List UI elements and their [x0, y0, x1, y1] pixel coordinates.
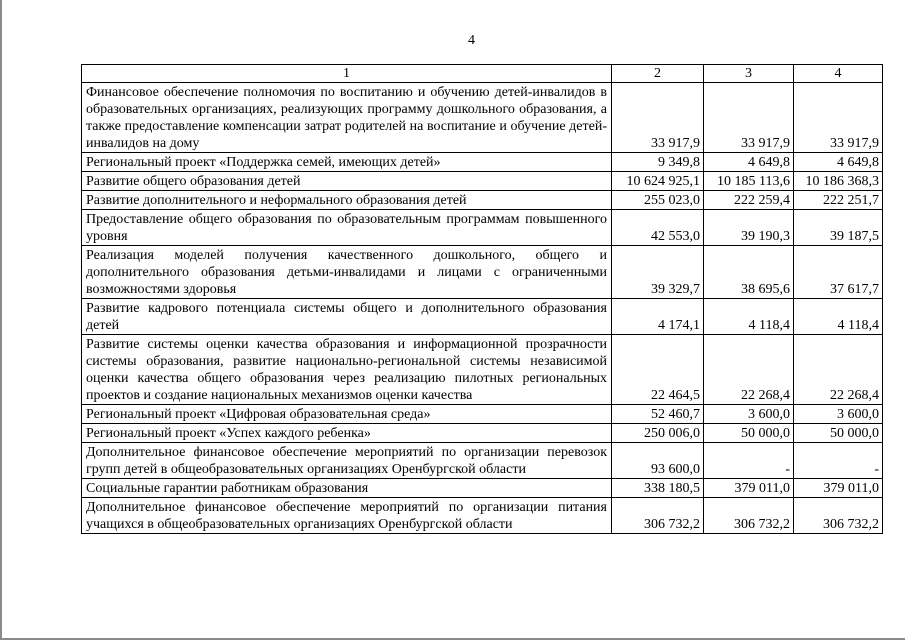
row-value-col-4: 379 011,0 [794, 479, 883, 498]
table-row [82, 335, 883, 405]
row-value-col-3: 4 118,4 [704, 299, 794, 335]
row-value-col-2: 52 460,7 [612, 405, 704, 424]
row-label: Развитие системы оценки качества образования и информационной прозрачности системы образования, развитие национально-региональной системы независимой оценки качества общего образования через реализацию пилотных региональных проектов и создание национальных механизмов оценки качества [82, 335, 612, 405]
table-row [82, 83, 883, 153]
row-label: Дополнительное финансовое обеспечение мероприятий по организации перевозок групп детей в общеобразовательных организациях Оренбургской области [82, 443, 612, 479]
row-value-col-3: 379 011,0 [704, 479, 794, 498]
row-label: Реализация моделей получения качественного дошкольного, общего и дополнительного образования детьми-инвалидами и лицами с ограниченными возможностями здоровья [82, 246, 612, 299]
row-value-col-3: 39 190,3 [704, 210, 794, 246]
row-value-col-3: 222 259,4 [704, 191, 794, 210]
row-label: Социальные гарантии работникам образования [82, 479, 612, 498]
row-value-col-4: 37 617,7 [794, 246, 883, 299]
table-row [82, 424, 883, 443]
row-value-col-4: 306 732,2 [794, 498, 883, 534]
row-value-col-3: 10 185 113,6 [704, 172, 794, 191]
row-label: Финансовое обеспечение полномочия по воспитанию и обучению детей-инвалидов в образовательных организациях, реализующих программу дошкольного образования, а также предоставление компенсации затрат родителей на воспитание и обучение детей-инвалидов на дому [82, 83, 612, 153]
row-label: Региональный проект «Поддержка семей, имеющих детей» [82, 153, 612, 172]
row-value-col-2: 93 600,0 [612, 443, 704, 479]
table-row [82, 191, 883, 210]
row-value-col-4: 4 118,4 [794, 299, 883, 335]
table-row [82, 172, 883, 191]
row-value-col-2: 338 180,5 [612, 479, 704, 498]
table-row [82, 498, 883, 534]
header-col-3: 3 [704, 65, 794, 83]
row-value-col-3: 4 649,8 [704, 153, 794, 172]
row-label: Региональный проект «Цифровая образовательная среда» [82, 405, 612, 424]
row-value-col-2: 39 329,7 [612, 246, 704, 299]
row-value-col-2: 42 553,0 [612, 210, 704, 246]
row-value-col-2: 306 732,2 [612, 498, 704, 534]
row-value-col-4: 222 251,7 [794, 191, 883, 210]
row-value-col-2: 9 349,8 [612, 153, 704, 172]
row-value-col-4: 33 917,9 [794, 83, 883, 153]
row-value-col-3: 306 732,2 [704, 498, 794, 534]
row-value-col-3: 33 917,9 [704, 83, 794, 153]
row-value-col-3: 38 695,6 [704, 246, 794, 299]
row-value-col-2: 4 174,1 [612, 299, 704, 335]
row-value-col-2: 22 464,5 [612, 335, 704, 405]
row-value-col-2: 33 917,9 [612, 83, 704, 153]
row-label: Дополнительное финансовое обеспечение мероприятий по организации питания учащихся в общеобразовательных организациях Оренбургской области [82, 498, 612, 534]
page-number: 4 [468, 33, 475, 48]
table-row [82, 405, 883, 424]
budget-table [81, 64, 883, 534]
row-label: Региональный проект «Успех каждого ребенка» [82, 424, 612, 443]
row-value-col-2: 255 023,0 [612, 191, 704, 210]
table-row [82, 299, 883, 335]
row-value-col-4: 4 649,8 [794, 153, 883, 172]
header-col-2: 2 [612, 65, 704, 83]
table-row [82, 246, 883, 299]
row-value-col-3: - [704, 443, 794, 479]
row-value-col-2: 250 006,0 [612, 424, 704, 443]
row-label: Развитие кадрового потенциала системы общего и дополнительного образования детей [82, 299, 612, 335]
table-row [82, 210, 883, 246]
row-label: Развитие дополнительного и неформального образования детей [82, 191, 612, 210]
row-value-col-4: 50 000,0 [794, 424, 883, 443]
table-body [82, 83, 883, 534]
row-value-col-3: 3 600,0 [704, 405, 794, 424]
table-row [82, 153, 883, 172]
row-value-col-4: 10 186 368,3 [794, 172, 883, 191]
row-value-col-4: 3 600,0 [794, 405, 883, 424]
row-label: Развитие общего образования детей [82, 172, 612, 191]
table-header-row [82, 65, 883, 83]
table-row [82, 479, 883, 498]
row-value-col-3: 50 000,0 [704, 424, 794, 443]
row-value-col-2: 10 624 925,1 [612, 172, 704, 191]
header-col-1: 1 [82, 65, 612, 83]
row-value-col-4: 39 187,5 [794, 210, 883, 246]
table-row [82, 443, 883, 479]
row-value-col-3: 22 268,4 [704, 335, 794, 405]
row-value-col-4: 22 268,4 [794, 335, 883, 405]
header-col-4: 4 [794, 65, 883, 83]
row-label: Предоставление общего образования по образовательным программам повышенного уровня [82, 210, 612, 246]
row-value-col-4: - [794, 443, 883, 479]
